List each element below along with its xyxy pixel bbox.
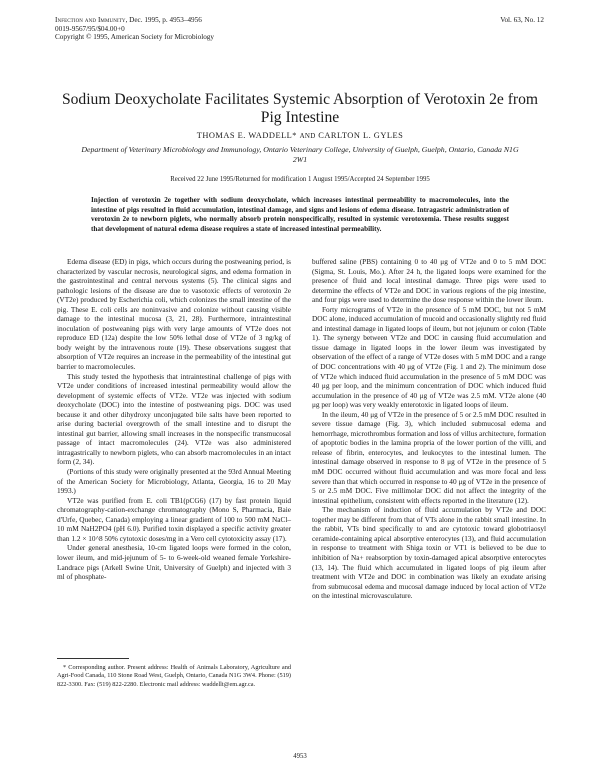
body-paragraph: VT2e was purified from E. coli TB1(pCG6) (17) by fast protein liquid chromatography-cation-exchange chromatography (Mono S, Pharmacia, Baie d'Urfe, Quebec, Canada) employing a linear gradient of 100 to 500 mM NaCl–10 mM NaH2PO4 (pH 6.0). Purified toxin displayed a specific activity greater than 1.2 × 10^8 50% cytotoxic doses/mg in a Vero cell cytotoxicity assay (17). bbox=[57, 495, 291, 543]
body-paragraph: Edema disease (ED) in pigs, which occurs during the postweaning period, is characterized by vascular necrosis, neurological signs, and edema formation in the gastrointestinal and central nervous systems (5). The clinical signs and pathologic lesions of the disease are due to vasotoxic effects of verotoxin 2e (VT2e) produced by Escherichia coli, which colonizes the small intestine of the pig. These E. coli cells are noninvasive and colonize without causing visible damage to the intestinal mucosa (3, 21, 28). Furthermore, intraintestinal inoculation of postweaning pigs with very large amounts of VT2e does not reproduce ED (12a) despite the low 50% lethal dose of VT2e of 3 ng/kg of body weight by the intravenous route (19). These observations suggest that absorption of VT2e requires an increase in the permeability of the intestinal gut barrier to macromolecules. bbox=[57, 257, 291, 372]
abstract: Injection of verotoxin 2e together with sodium deoxycholate, which increases intestinal permeability to macromolecules, into the intestine of pigs resulted in fluid accumulation, intestinal damage, and signs and lesions of edema disease. Intragastric administration of verotoxin 2e to newborn piglets, who normally absorb protein nonspecifically, resulted in systemic verotoxemia. These results suggest that development of natural edema disease requires a state of increased intestinal permeability. bbox=[91, 196, 509, 233]
copyright: Copyright © 1995, American Society for Microbiology bbox=[55, 33, 214, 42]
footnote bbox=[57, 664, 291, 689]
corresponding-author-note: * Corresponding author. Present address: Health of Animals Laboratory, Agriculture and Agri-Food Canada, 110 Stone Road West, Guelph, Ontario, Canada N1G 3W4. Phone: (519) 822-3300. Fax: (519) 822-2280. Electronic mail address: waddellt@em.agr.ca. bbox=[57, 664, 291, 688]
volume-number: Vol. 63, No. 12 bbox=[500, 16, 544, 24]
received-dates: Received 22 June 1995/Returned for modification 1 August 1995/Accepted 24 September 1995 bbox=[170, 176, 430, 183]
body-paragraph: In the ileum, 40 μg of VT2e in the presence of 5 or 2.5 mM DOC resulted in severe tissue damage (Fig. 3), which included submucosal edema and hemorrhage, microthrombus formation and loss of villus architecture, formation of apoptotic bodies in the lamina propria of the lower portion of the villi, and release of fibrin, enterocytes, and leukocytes to the intestinal lumen. The intestinal damage observed in response to 8 μg of VT2e in the presence of 5 mM DOC occurred without fluid accumulation and was more focal and less severe than that which occurred in response to 40 μg of VT2e in the presence of 5 or 2.5 mM DOC. Five millimolar DOC did not affect the integrity of the intestinal epithelium, consistent with effects reported in the literature (12). bbox=[312, 409, 546, 505]
author-line bbox=[60, 131, 540, 140]
left-column bbox=[57, 257, 291, 582]
body-paragraph: This study tested the hypothesis that intraintestinal challenge of pigs with VT2e under conditions of increased intestinal permeability would allow the development of systemic effects of VT2e. VT2e was injected with sodium deoxycholate (DOC) into the intestine of postweaning pigs. DOC was used because it and other dihydroxy unconjugated bile salts have been reported to arise during bacterial overgrowth of the small intestine and to disrupt the intestinal gut barrier, allowing small increases in the nonspecific transmucosal passage of intact macromolecules (24). VT2e was also administered intragastrically to newborn piglets, who can absorb macromolecules in an intact form (2, 34). bbox=[57, 371, 291, 467]
journal-name: Infection and Immunity bbox=[55, 16, 126, 24]
body-paragraph: The mechanism of induction of fluid accumulation by VT2e and DOC together may be different from that of VTs alone in the rabbit small intestine. In the rabbit, VTs bind specifically to and are cytotoxic toward globotriaosyl ceramide-containing apical absorptive enterocytes (13), and fluid accumulation in response to treatment with Shiga toxin or VT1 is believed to be due to inhibition of Na+ reabsorption by toxin-damaged apical absorptive enterocytes (13, 14). The fluid which accumulated in ligated loops of pig ileum after treatment with VT2e and DOC in combination was likely an exudate arising from submucosal edema and mucosal damage induced by local action of VT2e on the intestinal microvasculature. bbox=[312, 505, 546, 601]
author-1: THOMAS E. WADDELL* bbox=[196, 131, 297, 140]
body-paragraph: Under general anesthesia, 10-cm ligated loops were formed in the colon, lower ileum, and mid-jejunum of 5- to 6-week-old weaned female Yorkshire-Landrace pigs (Arkell Swine Unit, University of Guelph) and injected with 3 ml of phosphate- bbox=[57, 543, 291, 582]
footnote-divider bbox=[57, 658, 129, 659]
body-paragraph: Forty micrograms of VT2e in the presence of 5 mM DOC, but not 5 mM DOC alone, induced accumulation of mucoid and occasionally slightly red fluid and intestinal damage in ligated loops of ileum, but not jejunum or colon (Table 1). The synergy between VT2e and DOC in causing fluid accumulation and tissue damage in ligated loops in the lower ileum was investigated by observation of the effect of a range of VT2e doses with 5 mM DOC and a range of DOC concentrations with 40 μg of VT2e (Fig. 1 and 2). The minimum dose of VT2e which induced fluid accumulation in the presence of 5 mM DOC was 40 μg per loop, and the minimum concentration of DOC which induced fluid accumulation in the presence of 40 μg of VT2e was 2.5 mM. VT2e alone (40 μg per loop) was very weakly enterotoxic in ligated loops of ileum. bbox=[312, 304, 546, 410]
running-header bbox=[55, 16, 214, 42]
issue-date-pages: , Dec. 1995, p. 4953–4956 bbox=[125, 16, 202, 24]
issn: 0019-9567/95/$04.00+0 bbox=[55, 24, 125, 33]
page-number: 4953 bbox=[293, 753, 307, 760]
article-title: Sodium Deoxycholate Facilitates Systemic Absorption of Verotoxin 2e from Pig Intestine bbox=[61, 91, 539, 127]
author-2: CARLTON L. GYLES bbox=[318, 131, 404, 140]
right-column bbox=[312, 257, 546, 601]
author-conjunction: AND bbox=[299, 132, 316, 140]
affiliation: Department of Veterinary Microbiology and Immunology, Ontario Veterinary College, University of Guelph, Guelph, Ontario, Canada N1G 2W1 bbox=[81, 145, 519, 164]
body-paragraph: buffered saline (PBS) containing 0 to 40 μg of VT2e and 0 to 5 mM DOC (Sigma, St. Louis, Mo.). After 24 h, the ligated loops were examined for the presence of fluid and local intestinal damage. Three pigs were used to determine the effects of VT2e and DOC in various regions of the pig intestine, and four pigs were used to determine the dose response within the lower ileum. bbox=[312, 257, 546, 305]
body-paragraph: (Portions of this study were originally presented at the 93rd Annual Meeting of the American Society for Microbiology, Atlanta, Georgia, 16 to 20 May 1993.) bbox=[57, 467, 291, 496]
